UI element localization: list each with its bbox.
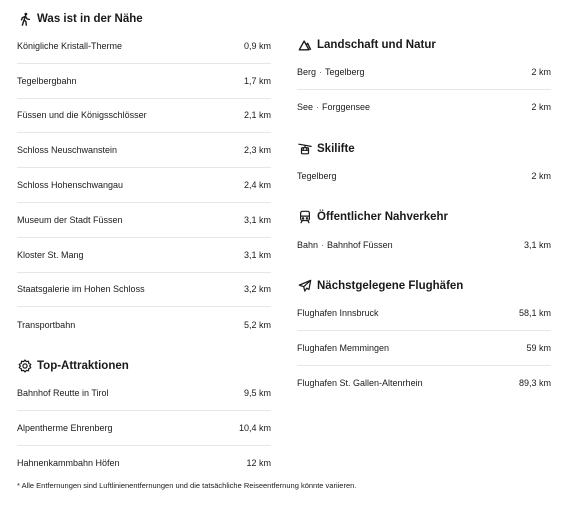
ski-list <box>297 159 551 194</box>
place-distance: 5,2 km <box>243 319 271 330</box>
place-name: Tegelberg <box>325 66 365 77</box>
place-distance: 3,1 km <box>243 249 271 260</box>
nature-list <box>297 55 551 125</box>
place-name: Kloster St. Mang <box>17 249 84 260</box>
separator-dot: · <box>316 102 320 113</box>
list-item <box>17 238 271 273</box>
place-distance: 3,2 km <box>243 284 271 295</box>
list-item <box>17 446 271 481</box>
list-item <box>17 376 271 411</box>
list-item <box>297 90 551 125</box>
section-nearby <box>17 9 271 342</box>
place-name: Staatsgalerie im Hohen Schloss <box>17 284 145 295</box>
list-item <box>297 227 551 262</box>
place-distance: 1,7 km <box>243 75 271 86</box>
list-item <box>17 273 271 308</box>
section-ski-title: Skilifte <box>317 142 355 155</box>
place-name: Hahnenkammbahn Höfen <box>17 458 120 469</box>
section-nature-header <box>297 35 551 55</box>
section-airports-header <box>297 276 551 296</box>
place-name: Transportbahn <box>17 319 76 330</box>
section-nature-title: Landschaft und Natur <box>317 39 436 51</box>
section-transit-title: Öffentlicher Nahverkehr <box>317 211 449 224</box>
place-distance: 2,1 km <box>243 110 271 121</box>
list-item <box>297 331 551 366</box>
place-distance: 0,9 km <box>243 40 271 51</box>
section-top-title: Top-Attraktionen <box>37 360 129 373</box>
list-item <box>17 168 271 203</box>
top-list <box>17 376 271 480</box>
list-item <box>17 99 271 134</box>
place-name: Flughafen St. Gallen-Altenrhein <box>297 378 423 389</box>
place-name: Königliche Kristall-Therme <box>17 40 123 51</box>
right-column <box>297 0 551 401</box>
place-name: Schloss Neuschwanstein <box>17 145 118 156</box>
place-distance: 59 km <box>526 342 551 353</box>
place-name: Forggensee <box>322 102 371 113</box>
separator-dot: · <box>319 66 323 77</box>
section-ski-header <box>297 139 551 159</box>
transit-list <box>297 227 551 262</box>
place-distance: 9,5 km <box>243 388 271 399</box>
walking-person-icon <box>17 12 32 27</box>
section-top-header <box>17 356 271 376</box>
place-name: Alpentherme Ehrenberg <box>17 422 113 433</box>
place-name: Bahnhof Füssen <box>327 239 393 250</box>
section-nearby-header <box>17 9 271 29</box>
place-type: See <box>297 102 314 113</box>
attraction-icon <box>17 359 32 374</box>
mountain-icon <box>297 38 312 53</box>
place-distance: 12 km <box>246 458 271 469</box>
list-item <box>17 307 271 342</box>
section-nature <box>297 35 551 125</box>
place-distance: 2,4 km <box>243 180 271 191</box>
place-distance: 58,1 km <box>518 308 551 319</box>
place-name: Museum der Stadt Füssen <box>17 214 123 225</box>
section-ski <box>297 139 551 194</box>
place-name: Schloss Hohenschwangau <box>17 180 124 191</box>
place-type: Berg <box>297 66 317 77</box>
separator-dot: · <box>321 239 325 250</box>
left-column <box>17 0 271 481</box>
place-distance: 2,3 km <box>243 145 271 156</box>
place-distance: 2 km <box>531 66 551 77</box>
list-item <box>17 411 271 446</box>
place-distance: 3,1 km <box>243 214 271 225</box>
place-distance: 3,1 km <box>523 239 551 250</box>
section-nearby-title: Was ist in der Nähe <box>37 13 143 25</box>
section-airports-title: Nächstgelegene Flughäfen <box>317 280 464 293</box>
list-item <box>17 203 271 238</box>
place-name: Bahnhof Reutte in Tirol <box>17 388 109 399</box>
place-name: Flughafen Memmingen <box>297 342 390 353</box>
section-airports <box>297 276 551 400</box>
place-distance: 2 km <box>531 102 551 113</box>
place-name: Tegelberg <box>297 170 337 181</box>
airports-list <box>297 296 551 400</box>
place-name: Füssen und die Königsschlösser <box>17 110 147 121</box>
list-item <box>297 366 551 401</box>
list-item <box>17 133 271 168</box>
place-type: Bahn <box>297 239 319 250</box>
list-item <box>297 296 551 331</box>
list-item <box>297 55 551 90</box>
train-icon <box>297 210 312 225</box>
place-distance: 89,3 km <box>518 378 551 389</box>
list-item <box>297 159 551 194</box>
place-name: Flughafen Innsbruck <box>297 308 379 319</box>
place-distance: 2 km <box>531 170 551 181</box>
list-item <box>17 29 271 64</box>
place-distance: 10,4 km <box>238 422 271 433</box>
section-transit <box>297 207 551 262</box>
list-item <box>17 64 271 99</box>
distance-footnote: * Alle Entfernungen sind Luftlinienentfernungen und die tatsächliche Reiseentfernung könnte variieren. <box>17 481 357 490</box>
airplane-icon <box>297 279 312 294</box>
place-name: Tegelbergbahn <box>17 75 77 86</box>
section-top-attractions <box>17 356 271 480</box>
ski-lift-icon <box>297 141 312 156</box>
section-transit-header <box>297 207 551 227</box>
nearby-list <box>17 29 271 342</box>
